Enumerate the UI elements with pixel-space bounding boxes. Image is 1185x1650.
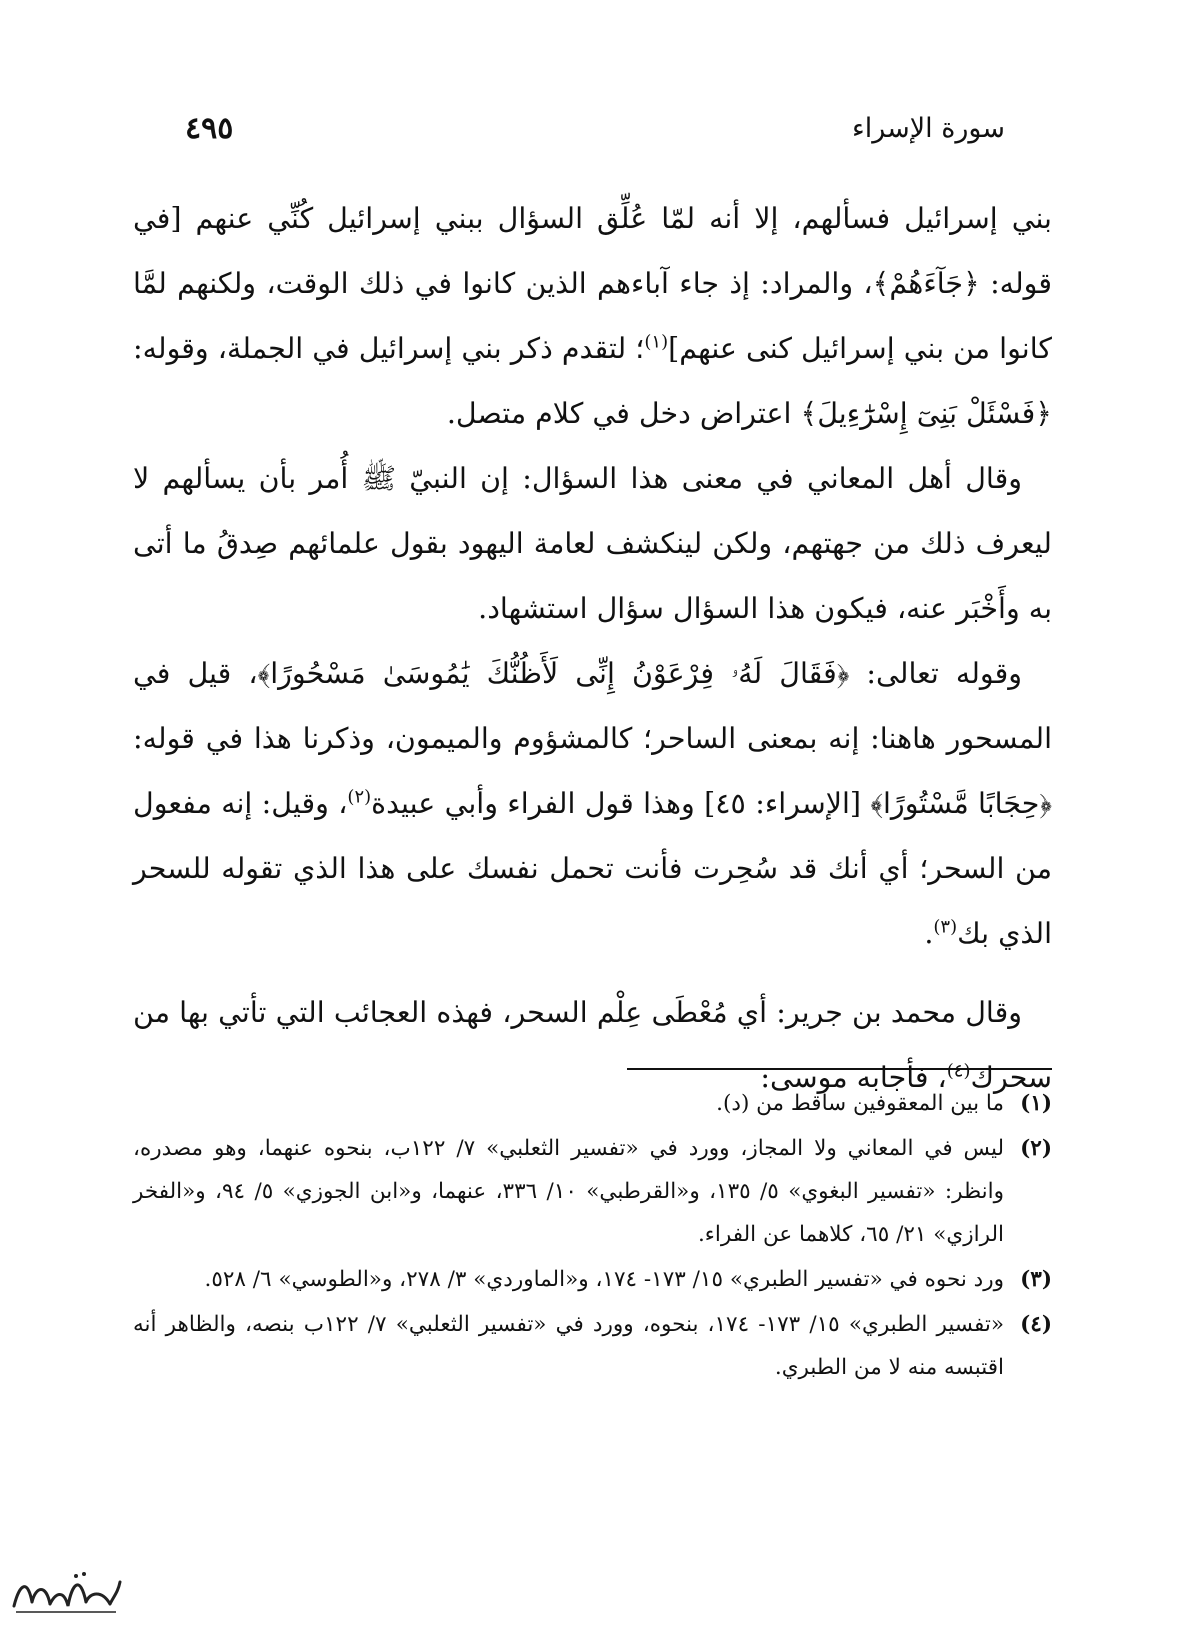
quran-quote: ﴿فَقَالَ لَهُۥ فِرْعَوْنُ إِنِّى لَأَظُنُّكَ يَٰمُوسَىٰ مَسْحُورًا﴾ [257,657,850,690]
text-run: ، فأجابه موسى: [760,1061,947,1094]
footnote-ref-2: (٢) [347,786,372,808]
text-run: ؛ لتقدم ذكر بني إسرائيل في الجملة، وقوله: [133,332,645,365]
publisher-stamp-logo [6,1562,126,1624]
footnote-ref-4: (٤) [946,1060,971,1082]
text-run: [الإسراء: ٤٥] وهذا قول الفراء وأبي عبيدة [371,787,871,820]
footnote-ref-3: (٣) [933,916,958,938]
quran-quote: ﴿حِجَابًا مَّسْتُورًا﴾ [870,787,1052,820]
footnotes [133,1082,1052,1391]
footnote-text: ما بين المعقوفين ساقط من (د). [716,1091,1004,1116]
footnote-4 [133,1303,1052,1389]
main-text [133,186,1052,1110]
text-run: اعتراض دخل في كلام متصل. [446,397,801,430]
footnote-text: ليس في المعاني ولا المجاز، وورد في «تفسير الثعلبي» ٧/ ١٢٢ب، بنحوه عنهما، وهو مصدره، وانظر: «تفسير البغوي» ٥/ ١٣٥، و«القرطبي» ١٠/ ٣٣٦، عنهما، و«ابن الجوزي» ٥/ ٩٤، و«الفخر الرازي» ٢١/ ٦٥، كلاهما عن الفراء. [133,1136,1005,1247]
paragraph-3 [133,641,1052,966]
footnote-1 [133,1082,1052,1125]
footnote-number: (١) [1020,1091,1052,1116]
text-run: . [924,917,934,950]
paragraph-2: وقال أهل المعاني في معنى هذا السؤال: إن النبيّ ﷺ أُمر بأن يسألهم لا ليعرف ذلك من جهتهم، ولكن لينكشف لعامة اليهود بقول علمائهم صِدقُ ما أتى به وأَخْبَر عنه، فيكون هذا السؤال سؤال استشهاد. [133,462,1052,625]
text-run: ، قيل في المسحور هاهنا: إنه بمعنى الساحر؛ كالمشؤوم والميمون، وذكرنا هذا في قوله: [133,657,1052,755]
text-run: ، والمراد: إذ جاء آباءهم الذين كانوا في ذلك الوقت، ولكنهم لمَّا كانوا من بني إسرائيل كنى عنهم] [133,267,1052,365]
footnote-number: (٣) [1020,1267,1052,1292]
footnote-separator [627,1068,1052,1070]
page-number: ٤٩٥ [185,110,234,146]
quran-quote: ﴿جَآءَهُمْ﴾ [872,267,980,300]
text-run: بني إسرائيل فسألهم، إلا أنه لمّا عُلِّق السؤال ببني إسرائيل كُنِّي عنهم [في قوله: [133,202,1052,300]
text-run: ، وقيل: إنه مفعول من السحر؛ أي أنك قد سُحِرت فأنت تحمل نفسك على هذا الذي تقوله للسحر الذي بك [133,787,1052,950]
footnote-text: ورد نحوه في «تفسير الطبري» ١٥/ ١٧٣- ١٧٤، و«الماوردي» ٣/ ٢٧٨، و«الطوسي» ٦/ ٥٢٨. [204,1267,1004,1292]
footnote-2 [133,1127,1052,1256]
text-run: وقوله تعالى: [849,657,1022,690]
paragraph-1 [133,186,1052,446]
footnote-number: (٢) [1020,1136,1052,1161]
footnote-3 [133,1258,1052,1301]
surah-title: سورة الإسراء [852,112,1005,144]
page-header [185,108,1005,148]
footnote-number: (٤) [1020,1312,1052,1337]
quran-quote: ﴿فَسْئَلْ بَنِىٓ إِسْرَٰٓءِيلَ﴾ [800,397,1052,430]
text-run: وقال محمد بن جرير: أي مُعْطَى عِلْم السحر، فهذه العجائب التي تأتي بها من سحرك [133,996,1052,1094]
stamp-calligraphy-icon [6,1562,126,1624]
footnote-text: «تفسير الطبري» ١٥/ ١٧٣- ١٧٤، بنحوه، وورد في «تفسير الثعلبي» ٧/ ١٢٢ب بنصه، والظاهر أنه اقتبسه منه لا من الطبري. [133,1312,1004,1380]
footnote-ref-1: (١) [644,331,669,353]
